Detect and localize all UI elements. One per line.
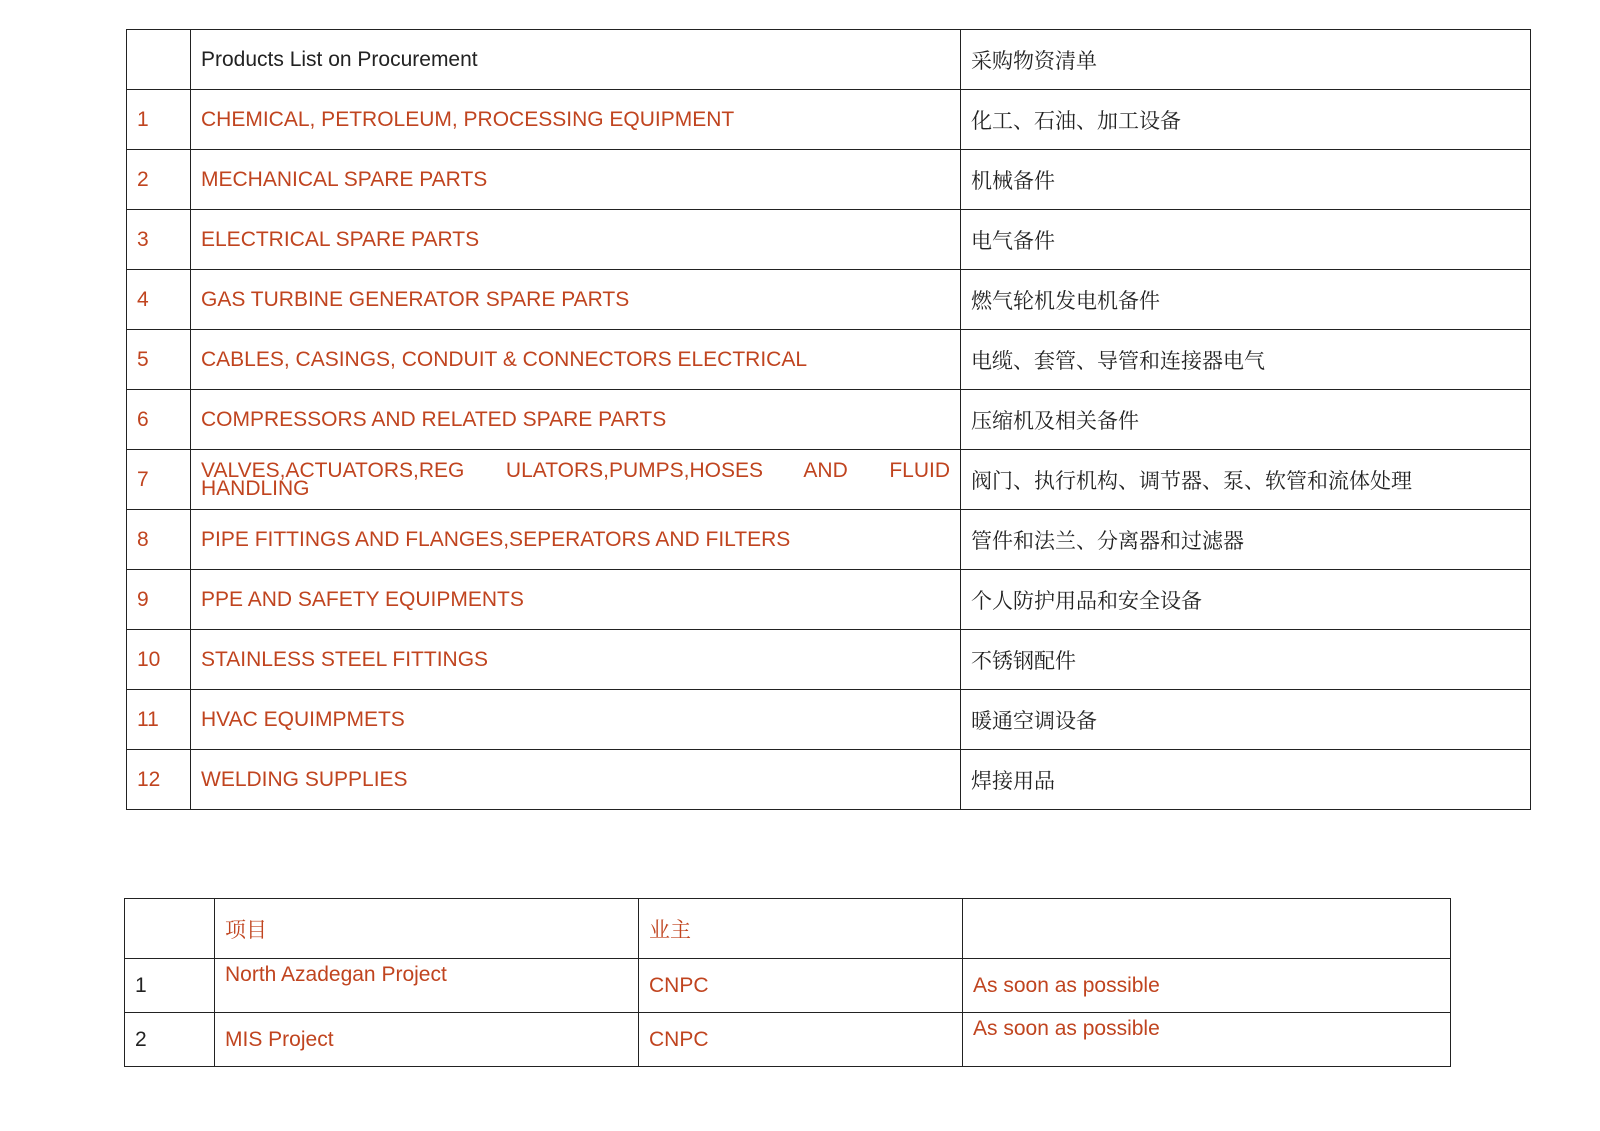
table-row	[127, 630, 1531, 690]
product-name-zh: 燃气轮机发电机备件	[961, 270, 1531, 330]
table-row	[127, 390, 1531, 450]
header-status-cell	[963, 899, 1451, 959]
row-number: 11	[127, 690, 191, 750]
table-row	[127, 90, 1531, 150]
product-name-en: HVAC EQUIMPMETS	[191, 690, 961, 750]
product-name-en: COMPRESSORS AND RELATED SPARE PARTS	[191, 390, 961, 450]
projects-header-row	[125, 899, 1451, 959]
table-row	[125, 1013, 1451, 1067]
header-zh-cell: 采购物资清单	[961, 30, 1531, 90]
project-status: As soon as possible	[963, 1013, 1451, 1067]
table-row	[127, 690, 1531, 750]
products-table	[126, 29, 1531, 810]
header-owner-cell: 业主	[639, 899, 963, 959]
table-row	[127, 270, 1531, 330]
product-name-zh: 机械备件	[961, 150, 1531, 210]
row-number: 2	[127, 150, 191, 210]
project-status: As soon as possible	[963, 959, 1451, 1013]
row-number: 9	[127, 570, 191, 630]
products-header-row	[127, 30, 1531, 90]
table-row	[127, 330, 1531, 390]
product-name-en: WELDING SUPPLIES	[191, 750, 961, 810]
project-name: MIS Project	[215, 1013, 639, 1067]
table-row	[127, 210, 1531, 270]
header-project-cell: 项目	[215, 899, 639, 959]
product-name-zh: 压缩机及相关备件	[961, 390, 1531, 450]
product-name-zh: 管件和法兰、分离器和过滤器	[961, 510, 1531, 570]
product-name-zh: 暖通空调设备	[961, 690, 1531, 750]
header-num-cell	[127, 30, 191, 90]
project-name: North Azadegan Project	[215, 959, 639, 1013]
row-number: 7	[127, 450, 191, 510]
product-name-zh: 电气备件	[961, 210, 1531, 270]
row-number: 10	[127, 630, 191, 690]
row-number: 1	[127, 90, 191, 150]
table-row	[127, 750, 1531, 810]
product-name-en: MECHANICAL SPARE PARTS	[191, 150, 961, 210]
row-number: 8	[127, 510, 191, 570]
product-name-zh: 阀门、执行机构、调节器、泵、软管和流体处理	[961, 450, 1531, 510]
product-name-en: PPE AND SAFETY EQUIPMENTS	[191, 570, 961, 630]
product-name-zh: 个人防护用品和安全设备	[961, 570, 1531, 630]
row-number: 1	[125, 959, 215, 1013]
table-row	[127, 450, 1531, 510]
row-number: 2	[125, 1013, 215, 1067]
product-name-en: CABLES, CASINGS, CONDUIT & CONNECTORS ELECTRICAL	[191, 330, 961, 390]
projects-table	[124, 898, 1451, 1067]
row-number: 4	[127, 270, 191, 330]
product-name-en: GAS TURBINE GENERATOR SPARE PARTS	[191, 270, 961, 330]
product-name-en: PIPE FITTINGS AND FLANGES,SEPERATORS AND FILTERS	[191, 510, 961, 570]
product-name-en: CHEMICAL, PETROLEUM, PROCESSING EQUIPMENT	[191, 90, 961, 150]
table-row	[127, 570, 1531, 630]
table-row	[127, 150, 1531, 210]
product-name-en: ELECTRICAL SPARE PARTS	[191, 210, 961, 270]
product-name-zh: 化工、石油、加工设备	[961, 90, 1531, 150]
product-name-zh: 不锈钢配件	[961, 630, 1531, 690]
project-owner: CNPC	[639, 959, 963, 1013]
table-row	[127, 510, 1531, 570]
header-num-cell	[125, 899, 215, 959]
header-en-cell: Products List on Procurement	[191, 30, 961, 90]
row-number: 12	[127, 750, 191, 810]
row-number: 6	[127, 390, 191, 450]
project-owner: CNPC	[639, 1013, 963, 1067]
product-name-zh: 焊接用品	[961, 750, 1531, 810]
table-row	[125, 959, 1451, 1013]
product-name-en: VALVES,ACTUATORS,REG ULATORS,PUMPS,HOSES AND FLUID HANDLING	[191, 450, 961, 510]
row-number: 5	[127, 330, 191, 390]
product-name-zh: 电缆、套管、导管和连接器电气	[961, 330, 1531, 390]
product-name-en: STAINLESS STEEL FITTINGS	[191, 630, 961, 690]
row-number: 3	[127, 210, 191, 270]
